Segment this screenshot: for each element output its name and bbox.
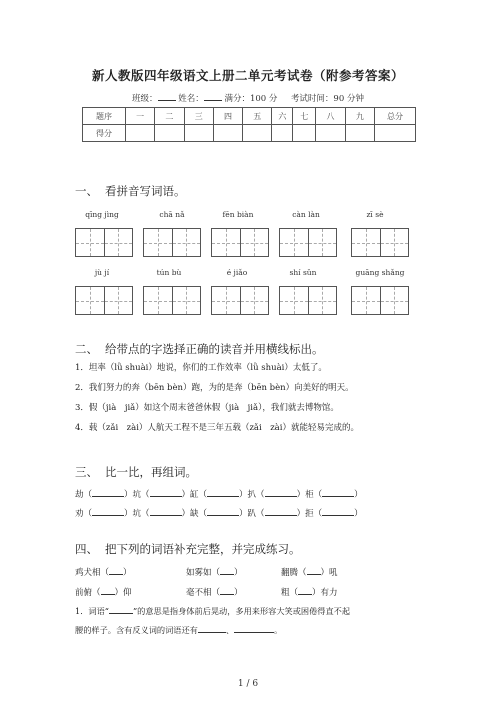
answer-blank[interactable] <box>207 507 239 516</box>
idiom-text: 粗（ <box>281 588 299 598</box>
idiom-text: ）吼 <box>320 568 338 578</box>
idiom-item <box>75 586 132 598</box>
question-item: 2．我们努力的奔（bēn bèn）跑，为的是奔（bēn bèn）向美好的明天。 <box>75 383 354 393</box>
idiom-text: 鸡犬相（ <box>75 568 110 578</box>
writing-box[interactable] <box>279 286 337 315</box>
idiom-item <box>186 586 243 598</box>
score-cell[interactable] <box>184 125 213 142</box>
question-text: 1．词语“ <box>75 606 109 616</box>
idiom-item <box>75 566 132 578</box>
answer-blank[interactable] <box>198 624 226 633</box>
question-line <box>75 605 350 617</box>
question-text: 。 <box>274 625 283 635</box>
idiom-text: ）有力 <box>312 588 338 598</box>
answer-blank[interactable] <box>92 488 124 497</box>
score-cell[interactable] <box>375 125 416 142</box>
writing-box[interactable] <box>75 286 133 315</box>
word-compare-row <box>75 507 363 519</box>
answer-blank[interactable] <box>265 507 297 516</box>
writing-box[interactable] <box>143 228 201 257</box>
answer-blank[interactable] <box>220 586 234 595</box>
char-label: ）缺（ <box>181 509 208 519</box>
char-label: ） <box>354 509 363 519</box>
idiom-item <box>186 566 243 578</box>
writing-box[interactable] <box>351 228 409 257</box>
header-cell: 九 <box>345 108 374 125</box>
answer-blank[interactable] <box>109 605 133 614</box>
section-number: 一、 <box>75 184 98 198</box>
page-number: 1 / 6 <box>237 679 259 689</box>
idiom-text: ）仰 <box>114 588 132 598</box>
question-text: 腰的样子。含有反义词的词语还有 <box>75 625 198 635</box>
question-item: 1．坦率（lǜ shuài）地说，你们的工作效率（lǜ shuài）太低了。 <box>75 363 327 373</box>
pinyin-label: shí sǔn <box>289 268 317 277</box>
exam-info <box>0 91 496 104</box>
pinyin-label: zī sè <box>366 210 384 219</box>
answer-blank[interactable] <box>220 566 234 575</box>
section-2-heading <box>75 341 324 357</box>
pinyin-label: tún bù <box>156 268 182 277</box>
score-cell[interactable] <box>243 125 272 142</box>
question-text: ”的意思是指身体前后晃动，多用来形容大笑或困倦得直不起 <box>132 606 351 616</box>
writing-box[interactable] <box>75 228 133 257</box>
char-label: ）坑（ <box>124 490 150 500</box>
pinyin-label: fēn biàn <box>222 210 254 219</box>
header-cell: 八 <box>316 108 345 125</box>
header-cell: 七 <box>293 108 316 125</box>
writing-box[interactable] <box>211 228 269 257</box>
answer-blank[interactable] <box>207 488 239 497</box>
char-label: ）缸（ <box>181 490 208 500</box>
question-line <box>75 624 282 636</box>
section-title: 给带点的字选择正确的读音并用横线标出。 <box>105 342 324 356</box>
answer-blank[interactable] <box>322 507 354 516</box>
score-cell[interactable] <box>316 125 345 142</box>
writing-box[interactable] <box>143 286 201 315</box>
header-cell: 二 <box>155 108 184 125</box>
answer-blank[interactable] <box>150 507 182 516</box>
section-number: 二、 <box>75 342 98 356</box>
section-1-heading <box>75 183 186 199</box>
pinyin-label: guāng shǎng <box>355 268 405 277</box>
score-cell[interactable] <box>345 125 374 142</box>
pinyin-label: qīng jìng <box>85 210 119 219</box>
score-cell[interactable] <box>293 125 316 142</box>
idiom-text: ） <box>123 568 132 578</box>
exam-time: 考试时间：90 分钟 <box>290 94 364 104</box>
section-title: 看拼音写词语。 <box>105 184 186 198</box>
score-header-row <box>83 108 416 125</box>
answer-blank[interactable] <box>234 624 274 633</box>
answer-blank[interactable] <box>322 488 354 497</box>
name-label: 姓名： <box>178 94 204 104</box>
pinyin-label: é jiǎo <box>226 268 248 277</box>
header-cell: 题序 <box>83 108 126 125</box>
idiom-text: 前俯（ <box>75 588 101 598</box>
answer-blank[interactable] <box>150 488 182 497</box>
score-cell[interactable] <box>155 125 184 142</box>
idiom-item <box>281 586 338 598</box>
header-cell: 一 <box>126 108 155 125</box>
char-label: ）拒（ <box>296 509 323 519</box>
pinyin-label: càn làn <box>292 210 320 219</box>
answer-blank[interactable] <box>92 507 124 516</box>
score-row-label: 得分 <box>83 125 126 142</box>
writing-box[interactable] <box>211 286 269 315</box>
score-table <box>82 107 416 142</box>
question-item: 3．假（jià jiǎ）如这个周末爸爸休假（jià jiǎ），我们就去博物馆。 <box>75 403 339 413</box>
name-blank <box>204 91 222 101</box>
section-4-heading <box>75 541 301 557</box>
question-item: 4．载（zǎi zài）人航天工程不是三年五载（zǎi zài）就能轻易完成的。 <box>75 423 359 433</box>
header-cell: 六 <box>272 108 293 125</box>
section-number: 三、 <box>75 465 98 479</box>
idiom-text: 如雾如（ <box>186 568 221 578</box>
answer-blank[interactable] <box>307 566 321 575</box>
answer-blank[interactable] <box>101 586 115 595</box>
class-label: 班级： <box>132 94 158 104</box>
section-title: 把下列的词语补充完整，并完成练习。 <box>105 542 301 556</box>
section-title: 比一比，再组词。 <box>105 465 197 479</box>
class-blank <box>158 91 176 101</box>
score-cell[interactable] <box>272 125 293 142</box>
idiom-text: ） <box>234 588 243 598</box>
idiom-text: ） <box>234 568 243 578</box>
question-text: 、 <box>225 625 235 635</box>
section-number: 四、 <box>75 542 98 556</box>
header-cell: 总分 <box>375 108 416 125</box>
writing-box[interactable] <box>279 228 337 257</box>
answer-blank[interactable] <box>298 586 312 595</box>
full-score: 满分：100 分 <box>224 94 278 104</box>
score-cell[interactable] <box>213 125 242 142</box>
header-cell: 四 <box>213 108 242 125</box>
score-cell[interactable] <box>126 125 155 142</box>
pinyin-label: chā nǎ <box>159 210 185 219</box>
char-label: ）坑（ <box>124 509 150 519</box>
header-cell: 五 <box>243 108 272 125</box>
char-label: 劫（ <box>75 490 93 500</box>
idiom-item <box>281 566 338 578</box>
pinyin-label: jù jí <box>94 268 110 277</box>
answer-blank[interactable] <box>265 488 297 497</box>
char-label: ） <box>354 490 363 500</box>
word-compare-row <box>75 488 363 500</box>
header-cell: 三 <box>184 108 213 125</box>
char-label: 劝（ <box>75 509 93 519</box>
answer-blank[interactable] <box>109 566 123 575</box>
char-label: ）柜（ <box>296 490 323 500</box>
idiom-text: 翻腾（ <box>281 568 307 578</box>
char-label: ）扒（ <box>239 490 265 500</box>
page-title: 新人教版四年级语文上册二单元考试卷（附参考答案） <box>91 68 404 83</box>
section-3-heading <box>75 464 197 480</box>
writing-box[interactable] <box>351 286 409 315</box>
char-label: ）趴（ <box>239 509 265 519</box>
score-row <box>83 125 416 142</box>
idiom-text: 毫不相（ <box>186 588 221 598</box>
